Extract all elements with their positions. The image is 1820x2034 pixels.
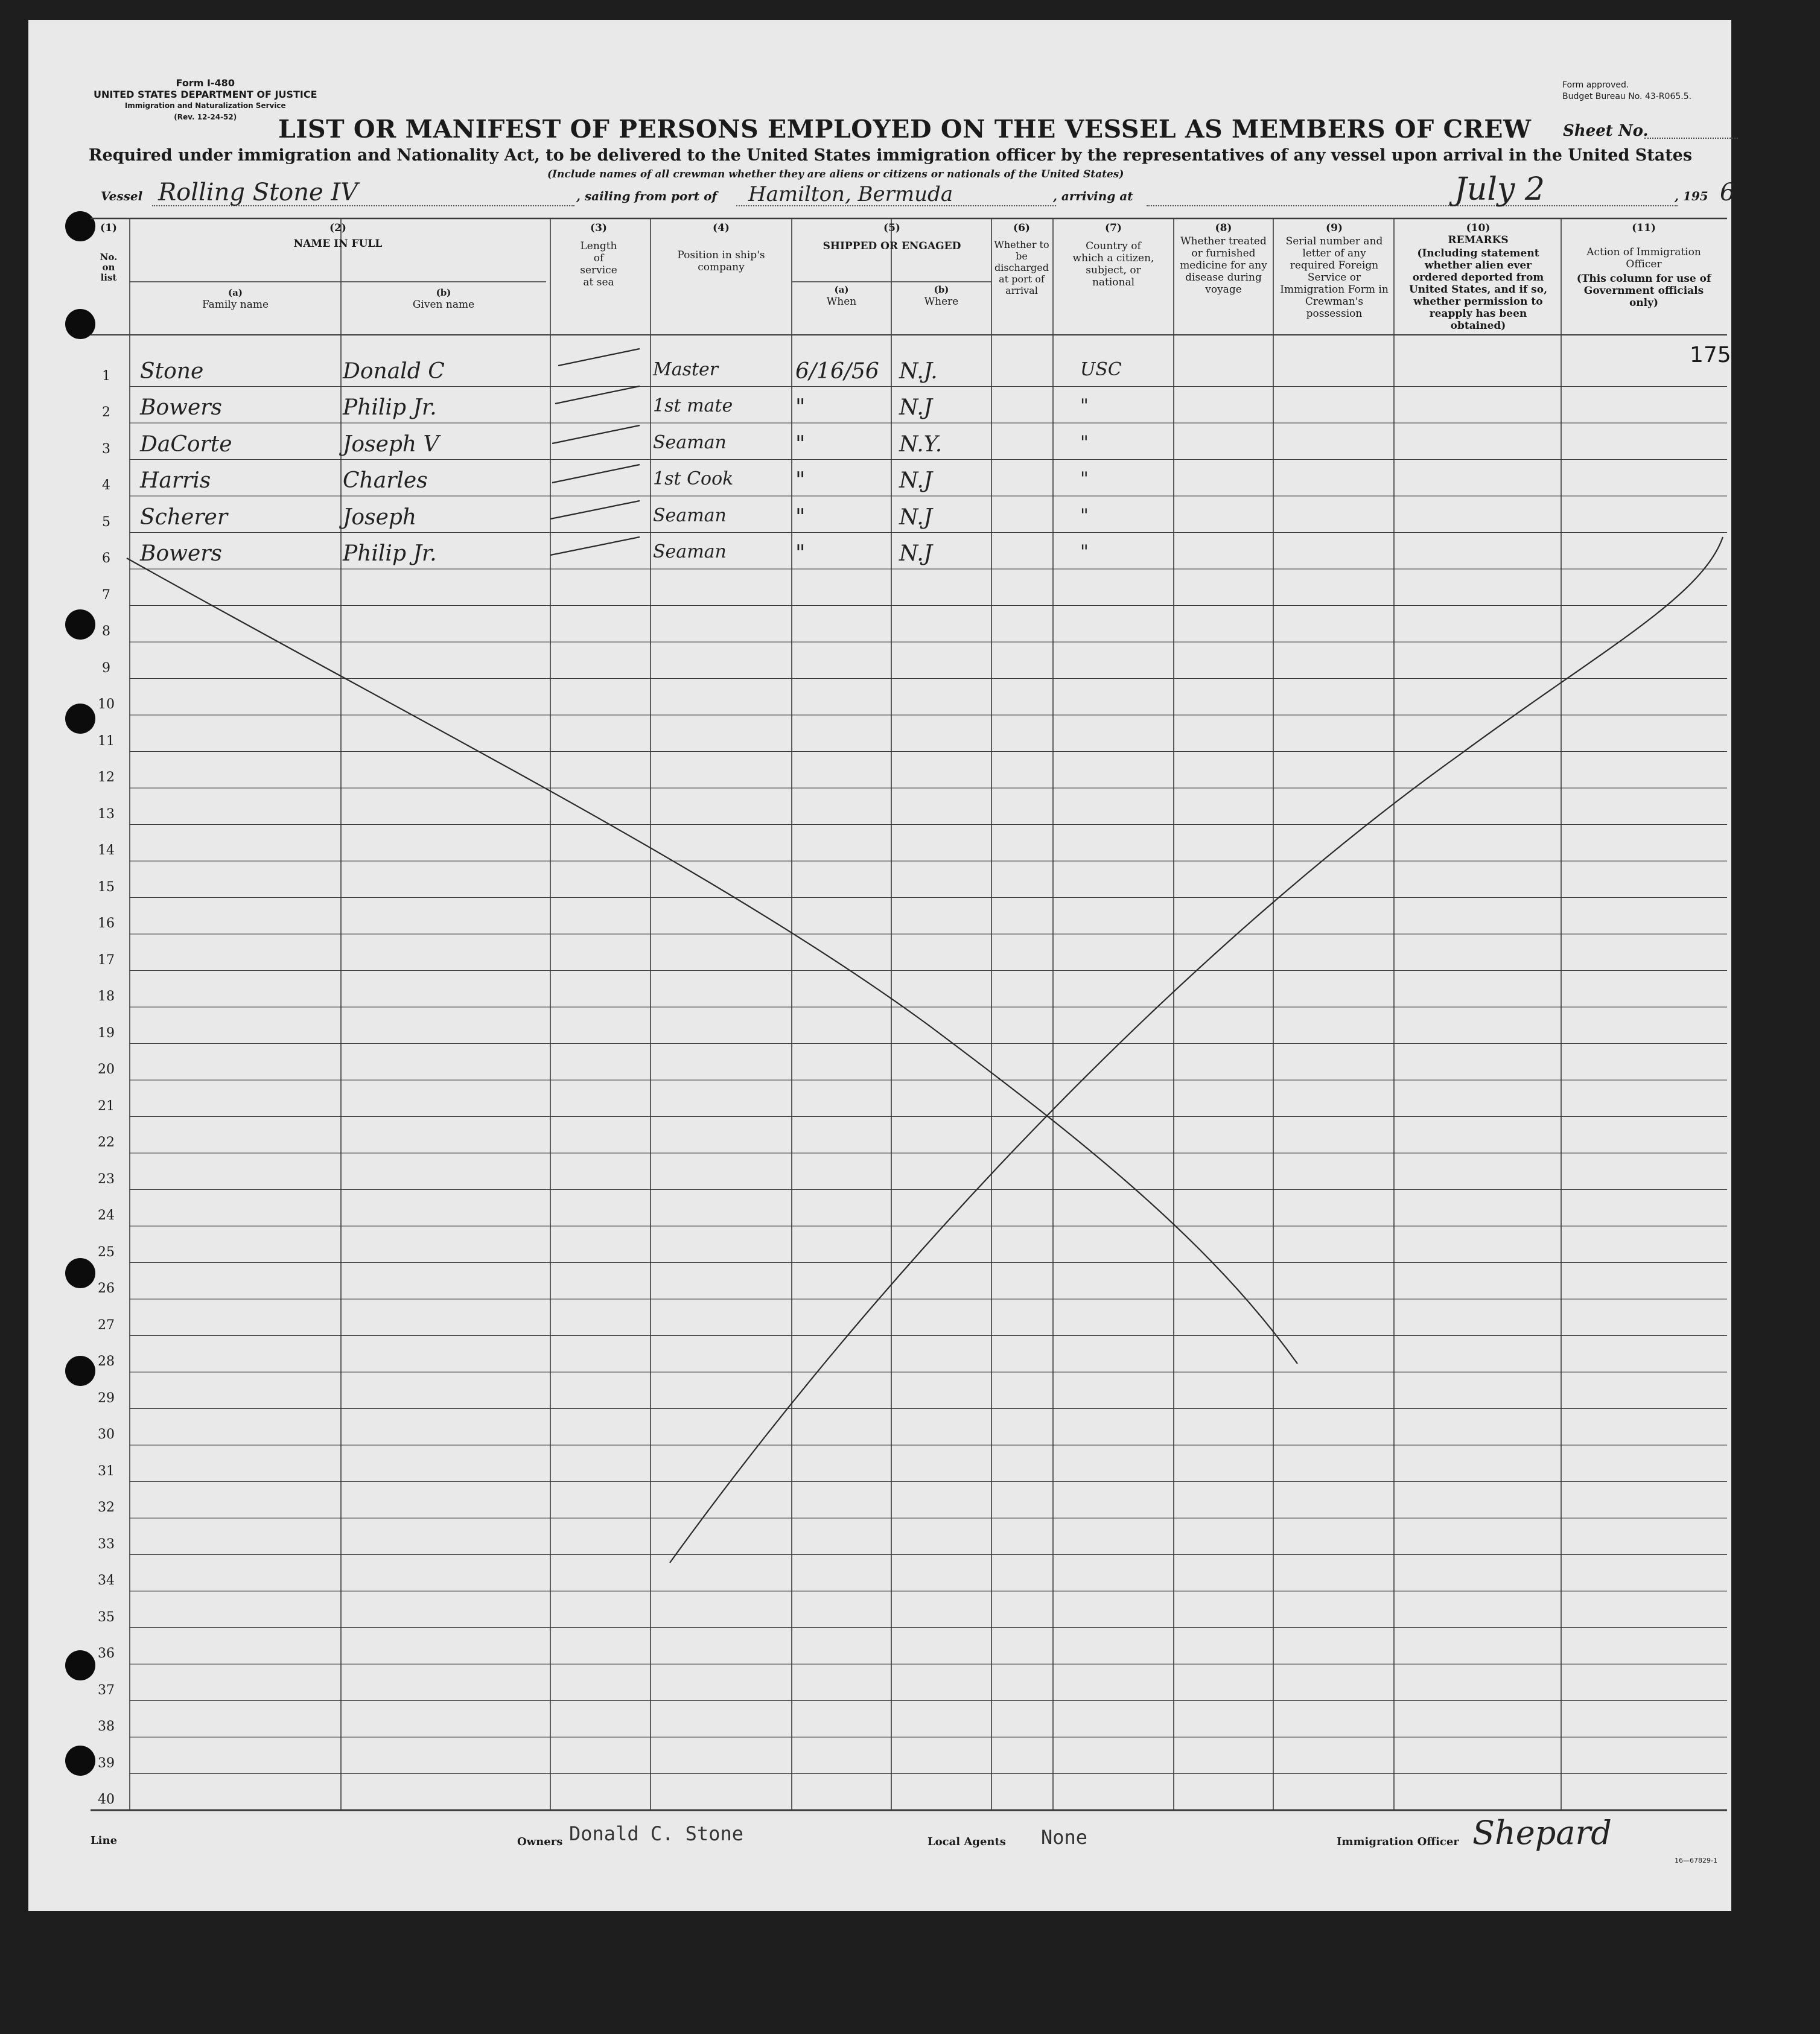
length-of-service-dash [558, 349, 640, 366]
row-number: 6 [102, 551, 110, 566]
row-number: 23 [98, 1171, 115, 1187]
shipped-when-cell[interactable]: 6/16/56 [795, 358, 879, 384]
row-number: 34 [98, 1573, 115, 1588]
col4-header: (4) Position in ship's company [677, 222, 765, 273]
shipped-when-cell[interactable]: " [795, 395, 806, 420]
given-name-cell[interactable]: Charles [343, 468, 428, 493]
row-number: 8 [102, 624, 110, 639]
row-number: 18 [98, 989, 115, 1004]
row-number: 36 [98, 1646, 115, 1661]
row-number: 13 [98, 806, 115, 822]
departure-port[interactable]: Hamilton, Bermuda [748, 182, 953, 206]
vessel-label: Vessel [101, 189, 143, 203]
row-number: 10 [98, 697, 115, 712]
row-number: 27 [98, 1317, 115, 1333]
col5a-header: (a) When [826, 284, 857, 308]
row-number: 3 [102, 441, 110, 457]
row-number: 32 [98, 1500, 115, 1515]
col6-header: (6) Whether to be discharged at port of arrival [994, 222, 1049, 296]
revision-date: (Rev. 12-24-52) [174, 113, 237, 121]
col8-header: (8) Whether treated or furnished medicine for any disease during voyage [1180, 222, 1267, 296]
vessel-name[interactable]: Rolling Stone IV [158, 179, 358, 206]
form-number: Form I-480 [176, 77, 235, 89]
col1-header: (1) No. on list [100, 222, 118, 283]
budget-bureau-number: Budget Bureau No. 43-R065.5. [1562, 92, 1692, 101]
form-title: LIST OR MANIFEST OF PERSONS EMPLOYED ON THE VESSEL AS MEMBERS OF CREW [278, 115, 1532, 144]
shipped-when-cell[interactable]: " [795, 431, 806, 457]
row-number: 21 [98, 1098, 115, 1114]
col10-header: (10) REMARKS (Including statement whether alien ever ordered deported from United States, and if so, whether permission to reapply has been obtained) [1408, 222, 1548, 332]
sailing-from-label: , sailing from port of [576, 189, 718, 203]
row-number: 2 [102, 405, 110, 420]
family-name-cell[interactable]: DaCorte [140, 431, 232, 457]
shipped-where-cell[interactable]: N.J. [899, 358, 938, 384]
row-number: 38 [98, 1719, 115, 1734]
row-number: 20 [98, 1062, 115, 1077]
shipped-when-cell[interactable]: " [795, 541, 806, 566]
row-number: 28 [98, 1354, 115, 1369]
row-number: 35 [98, 1609, 115, 1625]
row-number: 16 [98, 916, 115, 931]
row-number: 29 [98, 1390, 115, 1406]
owners-name[interactable]: Donald C. Stone [569, 1822, 743, 1845]
row-number: 33 [98, 1536, 115, 1552]
family-name-cell[interactable]: Bowers [140, 395, 222, 420]
family-name-cell[interactable]: Scherer [140, 504, 228, 530]
col5b-header: (b) Where [924, 284, 959, 308]
family-name-cell[interactable]: Stone [140, 358, 204, 384]
family-name-cell[interactable]: Bowers [140, 541, 222, 566]
position-cell[interactable]: Master [653, 358, 719, 380]
form-subtitle: Required under immigration and Nationality Act, to be delivered to the United States immigration officer by the representatives of any vessel upon arrival in the United States [89, 146, 1693, 165]
row-number: 11 [98, 733, 115, 749]
year-prefix: , 195 [1675, 189, 1708, 203]
year-suffix[interactable]: 6 [1720, 179, 1736, 206]
col7-header: (7) Country of which a citizen, subject, or national [1072, 222, 1154, 288]
col2a-header: (a) Family name [202, 287, 269, 311]
col5-header: (5) SHIPPED OR ENGAGED [822, 222, 961, 252]
country-cell[interactable]: " [1080, 395, 1089, 416]
length-of-service-dash [550, 537, 640, 555]
row-number: 9 [102, 660, 110, 676]
row-number: 7 [102, 587, 110, 603]
immigration-officer-label: Immigration Officer [1337, 1835, 1459, 1848]
row-number: 37 [98, 1682, 115, 1698]
form-note: (Include names of all crewman whether they are aliens or citizens or nationals of the United States) [547, 168, 1124, 180]
immigration-officer-signature[interactable]: Shepard [1472, 1814, 1612, 1852]
row-number: 25 [98, 1244, 115, 1260]
void-diagonal-stroke [127, 558, 1297, 1364]
row-number: 1 [102, 368, 110, 384]
row-number: 14 [98, 843, 115, 858]
shipped-when-cell[interactable]: " [795, 468, 806, 493]
country-cell[interactable]: " [1080, 541, 1089, 562]
family-name-cell[interactable]: Harris [140, 468, 211, 493]
row-number: 19 [98, 1025, 115, 1041]
col3-header: (3) Length of service at sea [580, 222, 617, 288]
shipped-where-cell[interactable]: N.J [899, 468, 933, 493]
official-number: 175 [1690, 343, 1731, 367]
given-name-cell[interactable]: Joseph [343, 504, 417, 530]
local-agents-value[interactable]: None [1041, 1826, 1088, 1849]
row-number: 5 [102, 514, 110, 530]
country-cell[interactable]: " [1080, 504, 1089, 526]
col9-header: (9) Serial number and letter of any required Foreign Service or Immigration Form in Crewman's possession [1280, 222, 1389, 320]
position-cell[interactable]: Seaman [653, 541, 727, 562]
row-number: 12 [98, 770, 115, 785]
length-of-service-dash [550, 501, 640, 519]
row-number: 31 [98, 1463, 115, 1479]
country-cell[interactable]: USC [1080, 358, 1122, 380]
line-label: Line [91, 1834, 118, 1847]
position-cell[interactable]: 1st Cook [653, 468, 734, 489]
position-cell[interactable]: Seaman [653, 504, 727, 526]
country-cell[interactable]: " [1080, 468, 1089, 489]
row-number: 17 [98, 952, 115, 968]
row-number: 40 [98, 1792, 115, 1807]
arrival-date[interactable]: July 2 [1454, 171, 1545, 208]
row-number: 22 [98, 1135, 115, 1150]
col11-header: (11) Action of Immigration Officer (This column for use of Government officials only) [1576, 222, 1711, 309]
given-name-cell[interactable]: Joseph V [343, 431, 439, 457]
local-agents-label: Local Agents [928, 1835, 1006, 1848]
arriving-at-label: , arriving at [1053, 189, 1133, 203]
approval-text: Form approved. [1562, 80, 1629, 90]
row-number: 15 [98, 879, 115, 895]
position-cell[interactable]: Seaman [653, 431, 727, 453]
position-cell[interactable]: 1st mate [653, 395, 733, 416]
col2b-header: (b) Given name [412, 287, 475, 311]
print-code: 16—67829-1 [1675, 1857, 1717, 1864]
row-number: 24 [98, 1208, 115, 1223]
row-number: 26 [98, 1281, 115, 1296]
row-number: 39 [98, 1755, 115, 1771]
given-name-cell[interactable]: Philip Jr. [343, 395, 437, 420]
col2-header: (2) NAME IN FULL [293, 222, 383, 250]
given-name-cell[interactable]: Philip Jr. [343, 541, 437, 566]
country-cell[interactable]: " [1080, 431, 1089, 453]
length-of-service-dash [555, 386, 640, 404]
row-number: 4 [102, 478, 110, 493]
shipped-where-cell[interactable]: N.J [899, 395, 933, 420]
department-name: UNITED STATES DEPARTMENT OF JUSTICE [94, 89, 317, 100]
row-number: 30 [98, 1427, 115, 1442]
shipped-where-cell[interactable]: N.J [899, 541, 933, 566]
sheet-number-label: Sheet No. [1563, 122, 1649, 140]
shipped-where-cell[interactable]: N.J [899, 504, 933, 530]
service-name: Immigration and Naturalization Service [124, 101, 286, 110]
given-name-cell[interactable]: Donald C [343, 358, 445, 384]
shipped-when-cell[interactable]: " [795, 504, 806, 530]
owners-label: Owners [517, 1835, 563, 1848]
length-of-service-dash [552, 465, 640, 483]
shipped-where-cell[interactable]: N.Y. [899, 431, 943, 457]
length-of-service-dash [552, 425, 640, 443]
